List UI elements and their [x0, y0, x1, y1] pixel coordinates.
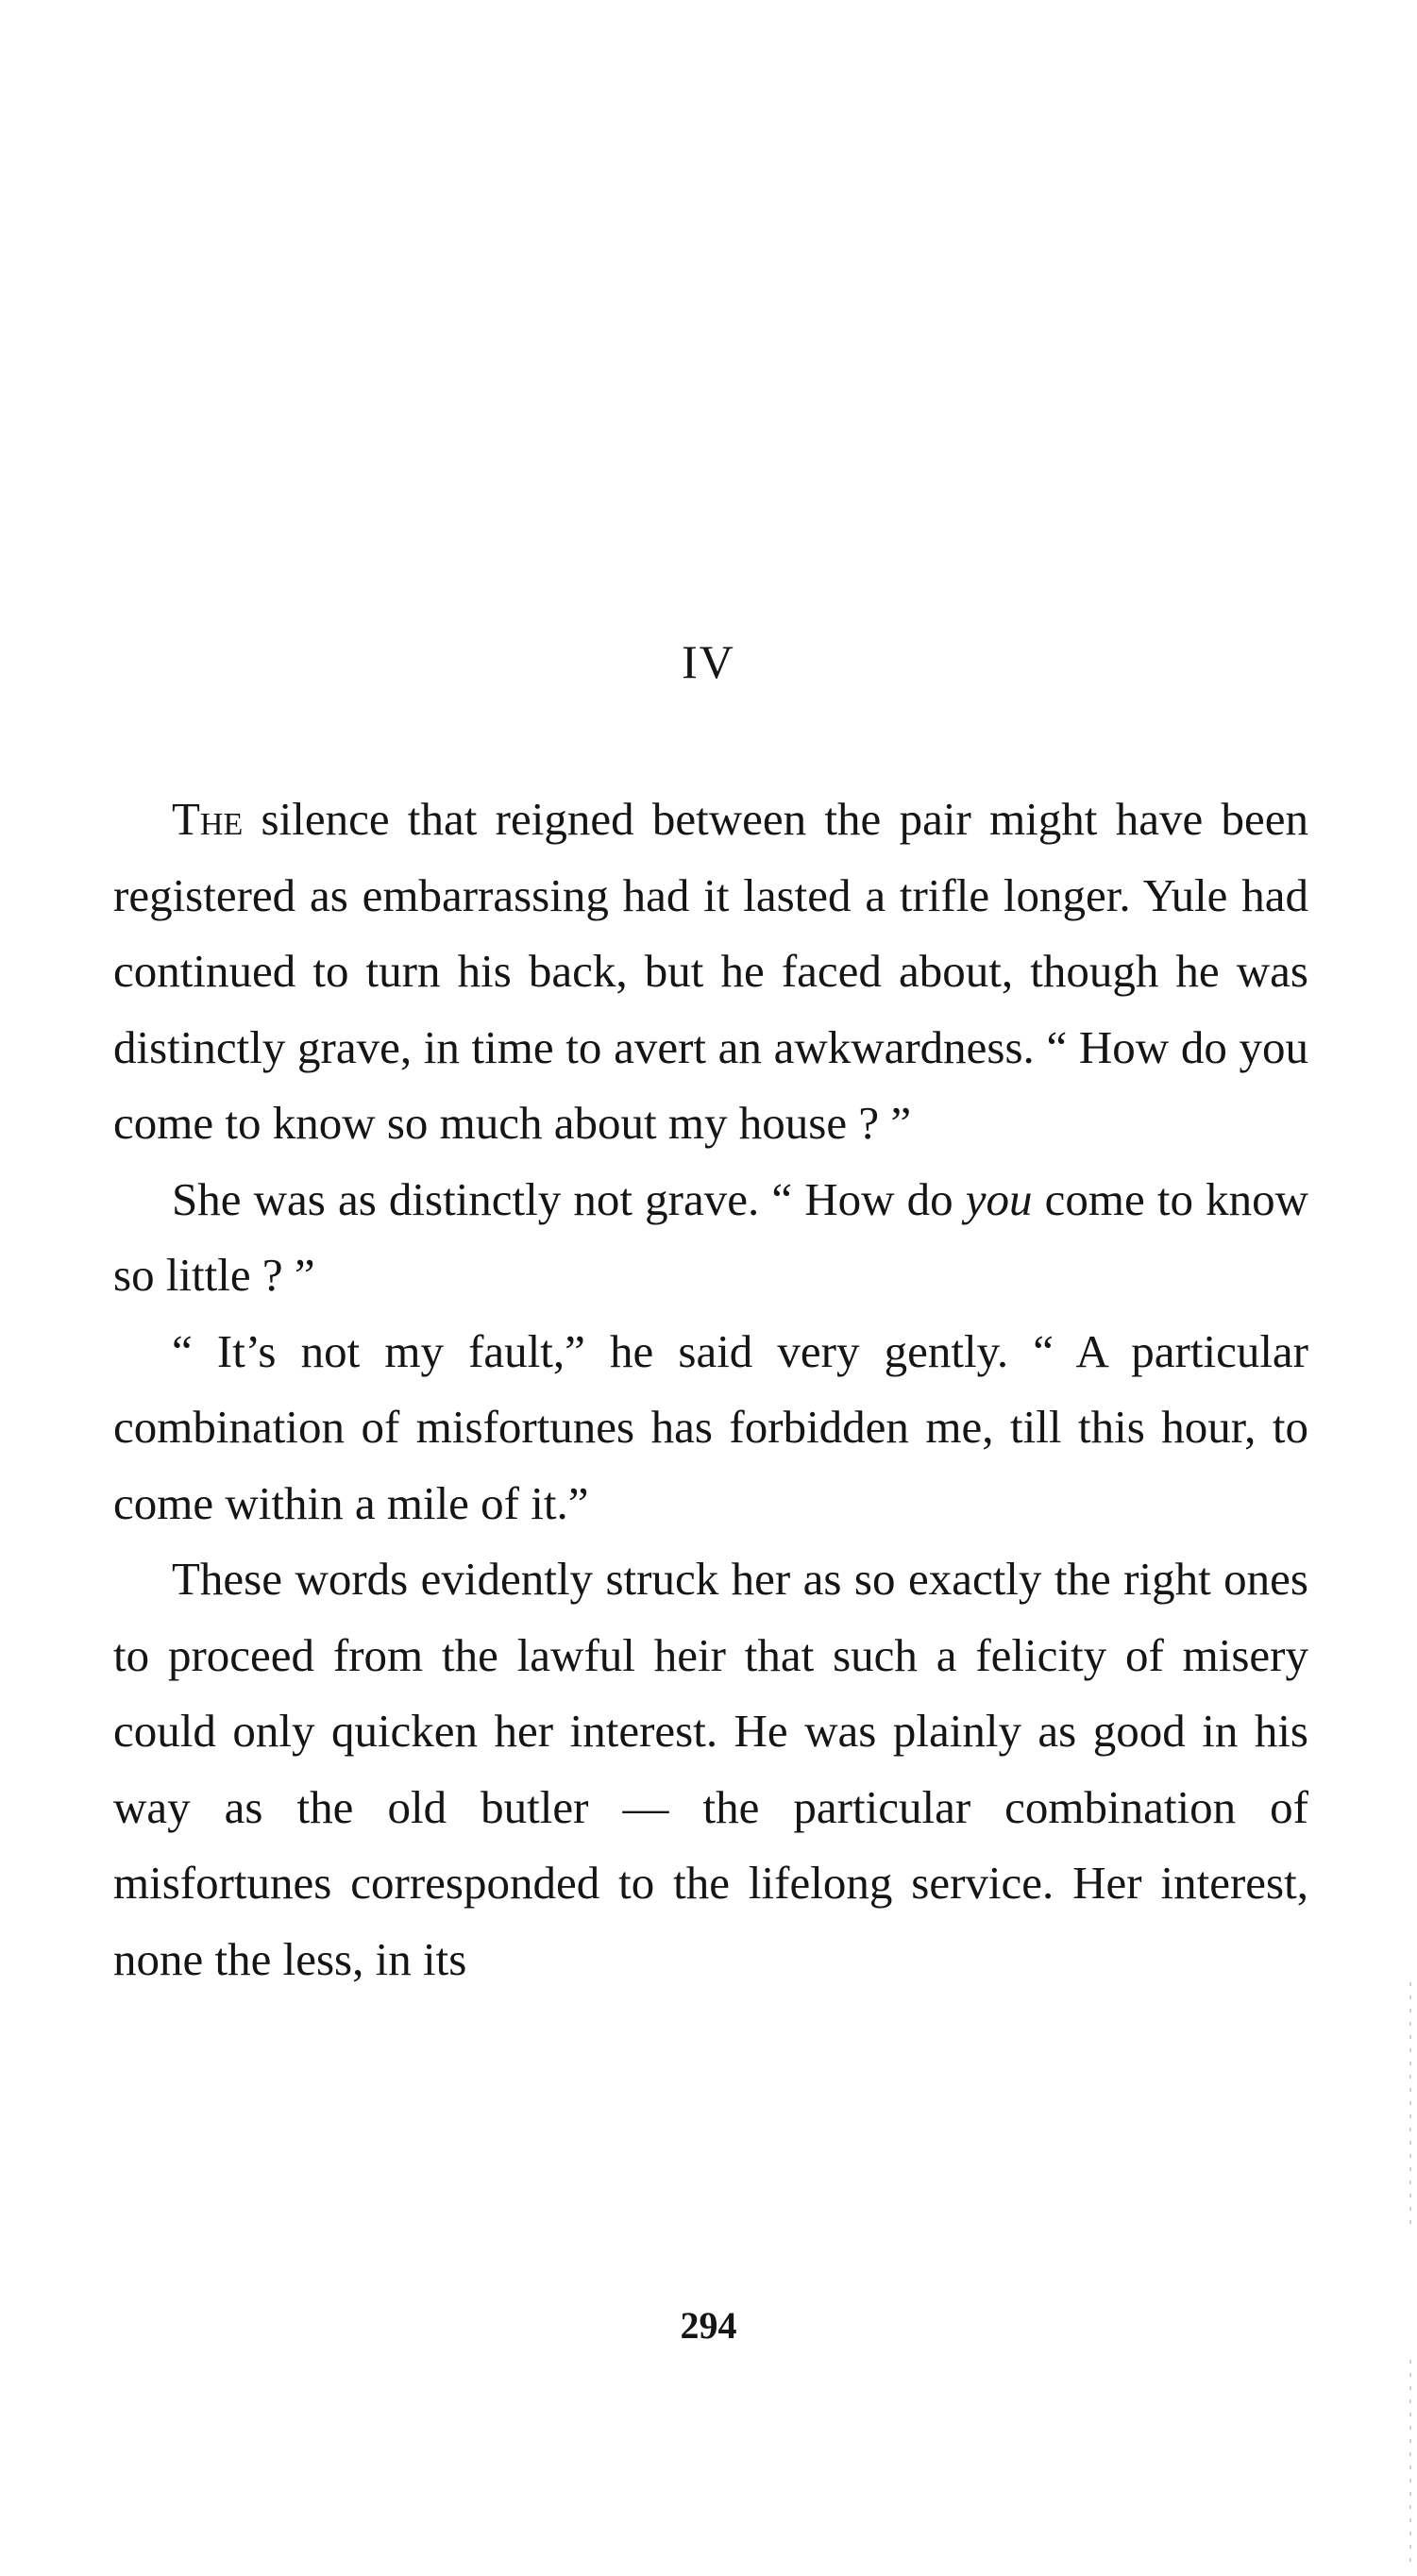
page-number: 294	[680, 2304, 737, 2347]
paragraph-3-text: “ It’s not my fault,” he said very gently. “ A particular combination of misfortunes has forbidden me, till this hour, to come within a mile of it.”	[113, 1324, 1308, 1529]
paragraph-4-text: These words evidently struck her as so exactly the right ones to proceed from the lawful heir that such a felicity of misery could only quicken her interest. He was plainly as good in his way as the old butler — the particular combination of misfortunes corresponded to the lifelong service. Her interest, none the less, in its	[113, 1553, 1308, 1985]
paragraph-4	[113, 1541, 1308, 1997]
paragraph-1	[113, 782, 1308, 1162]
paragraph-lead-word: The	[172, 793, 244, 845]
paragraph-1-text: silence that reigned between the pair might have been registered as embarrassing had it lasted a trifle longer. Yule had continued to turn his back, but he faced about, though he was distinctly grave, in time to avert an awkwardness. “ How do you come to know so much about my house ? ”	[113, 793, 1308, 1149]
paragraph-2	[113, 1162, 1308, 1314]
paragraph-2-text-after: come to know so little ? ”	[113, 1172, 1308, 1301]
page-edge-mark-upper	[1409, 1982, 1411, 2228]
paragraph-2-emphasis: you	[965, 1172, 1033, 1225]
chapter-heading: IV	[682, 635, 735, 688]
paragraph-2-text-before: She was as distinctly not grave. “ How do	[172, 1172, 966, 1225]
paragraph-3	[113, 1314, 1308, 1542]
page-edge-mark-lower	[1409, 2360, 1411, 2568]
body-text	[113, 782, 1308, 1997]
